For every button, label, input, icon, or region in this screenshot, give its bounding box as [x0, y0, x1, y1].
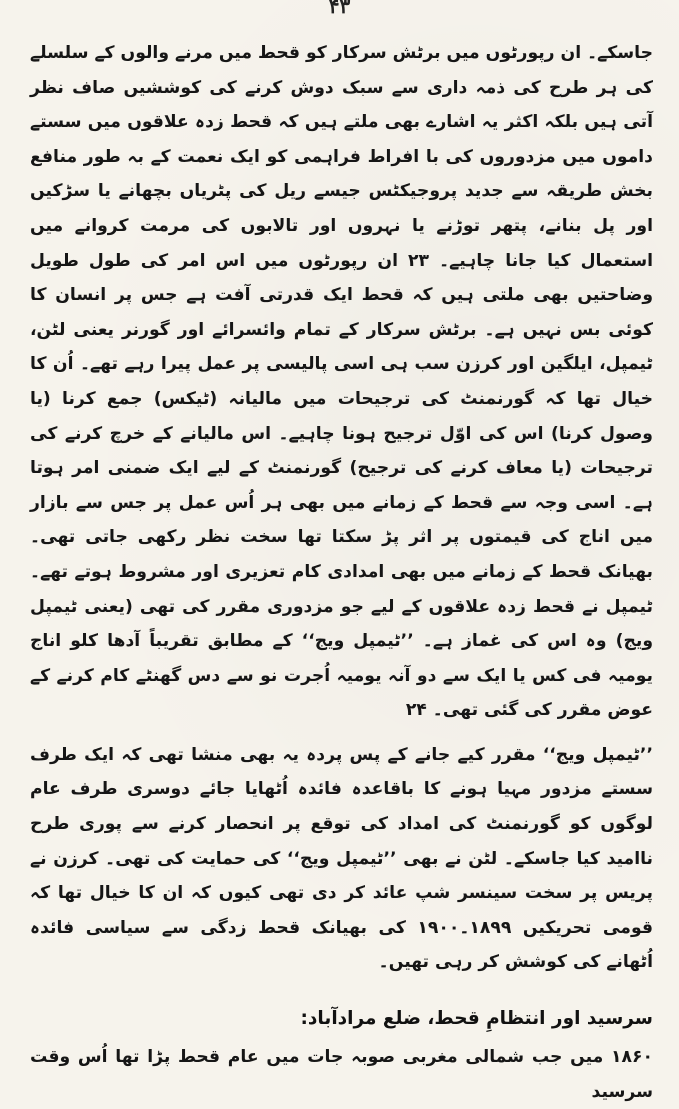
page-content [30, 36, 653, 1109]
body-paragraph-2: ’’ٹیمپل ویج‘‘ مقرر کیے جانے کے پس پردہ یہ بھی منشا تھی کہ ایک طرف سستے مزدور مہیا ہونے کا باقاعدہ فائدہ اُٹھایا جائے دوسری طرف عام لوگوں کو گورنمنٹ کی امداد کی توقع پر انحصار کرنے سے پوری طرح ناامید کیا جاسکے۔ لٹن نے بھی ’’ٹیمپل ویج‘‘ کی حمایت کی تھی۔ کرزن نے پریس پر سخت سینسر شپ عائد کر دی تھی کیوں کہ ان کا خیال تھا کہ قومی تحریکیں ۱۸۹۹۔۱۹۰۰ کی بھیانک قحط زدگی سے سیاسی فائدہ اُٹھانے کی کوشش کر رہی تھیں۔ [30, 744, 653, 973]
body-paragraph-3: ۱۸۶۰ میں جب شمالی مغربی صوبہ جات میں عام قحط پڑا تھا اُس وقت سرسید [30, 1047, 653, 1102]
section-heading: سرسید اور انتظامِ قحط، ضلع مرادآباد: [300, 1008, 653, 1030]
page-number: ۴۳ [328, 0, 351, 18]
body-paragraph-1: جاسکے۔ ان رپورٹوں میں برٹش سرکار کو قحط میں مرنے والوں کے سلسلے کی ہر طرح کی ذمہ داری سے سبک دوش کرنے کی کوششیں صاف نظر آتی ہیں بلکہ اکثر یہ اشارے بھی ملتے ہیں کہ قحط زدہ علاقوں میں سستے داموں میں مزدوروں کی با افراط فراہمی کو ایک نعمت کے بہ طور منافع بخش طریقہ سے جدید پروجیکٹس جیسے ریل کی پٹریاں بچھانے یا سڑکیں اور پل بنانے، پتھر توڑنے یا نہروں اور تالابوں کی مرمت کروانے میں استعمال کیا جانا چاہیے۔ ۲۳ ان رپورٹوں میں اس امر کی طول طویل وضاحتیں بھی ملتی ہیں کہ قحط ایک قدرتی آفت ہے جس پر انسان کا کوئی بس نہیں ہے۔ برٹش سرکار کے تمام وائسرائے اور گورنر یعنی لٹن، ٹیمپل، ایلگین اور کرزن سب ہی اسی پالیسی پر عمل پیرا رہے تھے۔ اُن کا خیال تھا کہ گورنمنٹ کی ترجیحات میں مالیانہ (ٹیکس) جمع کرنا (یا وصول کرنا) اس کی اوّل ترجیح ہونا چاہیے۔ اس مالیانے کے خرچ کرنے کی ترجیحات (یا معاف کرنے کی ترجیح) گورنمنٹ کے لیے ایک ضمنی امر ہوتا ہے۔ اسی وجہ سے قحط کے زمانے میں بھی ہر اُس عمل پر جس سے بازار میں اناج کی قیمتوں پر اثر پڑ سکتا تھا سخت نظر رکھی جاتی تھی۔ بھیانک قحط کے زمانے میں بھی امدادی کام تعزیری اور مشروط ہوتے تھے۔ ٹیمپل نے قحط زدہ علاقوں کے لیے جو مزدوری مقرر کی تھی (یعنی ٹیمپل ویج) وہ اس کی غماز ہے۔ ’’ٹیمپل ویج‘‘ کے مطابق تقریباً آدھا کلو اناج یومیہ فی کس یا ایک سے دو آنہ یومیہ اُجرت نو سے دس گھنٹے کام کرنے کے عوض مقرر کی گئی تھی۔ ۲۴ [30, 43, 654, 721]
